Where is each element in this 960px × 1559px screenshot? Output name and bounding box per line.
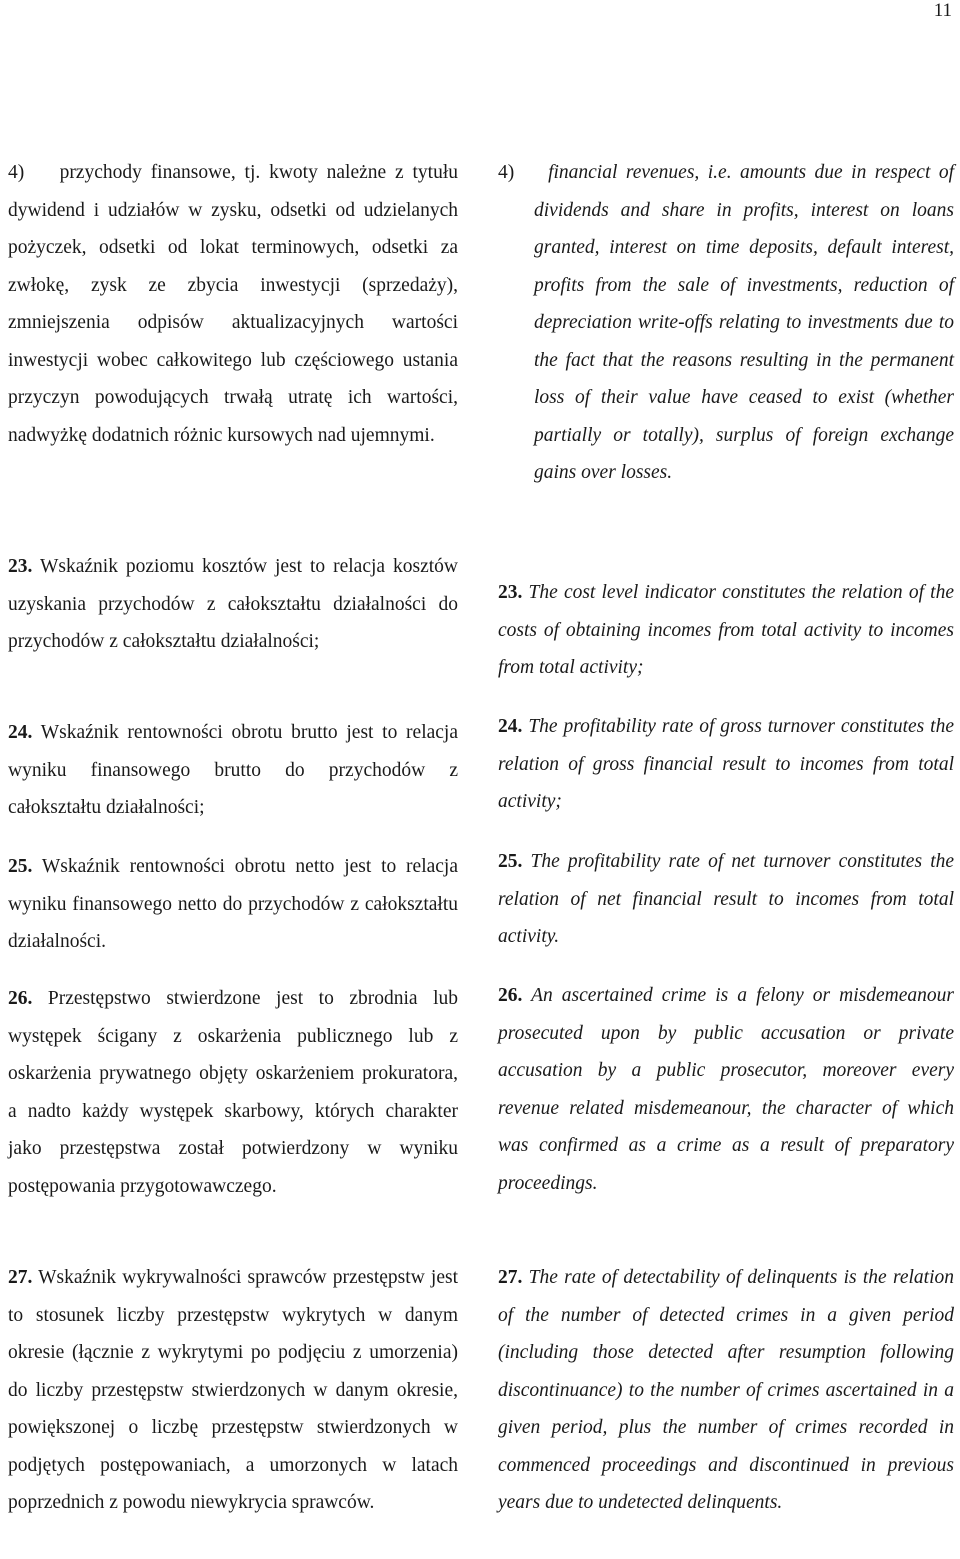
english-definition-27 [498,1259,954,1522]
definition-text: The cost level indicator constitutes the relation of the costs of obtaining incomes from total activity to incomes from total activity; [498,582,954,678]
polish-definition-26 [8,980,458,1205]
definition-number: 24. [498,716,523,737]
definition-number: 24. [8,722,33,743]
definition-number: 26. [498,985,523,1006]
definition-text: Przestępstwo stwierdzone jest to zbrodnia lub występek ścigany z oskarżenia publicznego lub z oskarżenia prywatnego objęty oskarżeniem prokuratora, a nadto każdy występek skarbowy, których charakter jako przestępstwa został potwierdzony w wyniku postępowania przygotowawczego. [8,988,459,1197]
english-definition-26 [498,977,954,1202]
english-definition-24 [498,708,954,821]
item-text: financial revenues, i.e. amounts due in respect of dividends and share in profits, interest on loans granted, interest on time deposits, default interest, profits from the sale of investments, reduction of depreciation write-offs relating to investments due to the fact that the reasons resulting in the permanent loss of their value have ceased to exist (whether partially or totally), surplus of foreign exchange gains over losses. [534,162,954,483]
english-item-4 [498,154,954,492]
definition-number: 23. [8,556,33,577]
english-definition-25 [498,843,954,956]
definition-text: The profitability rate of gross turnover constitutes the relation of gross financial result to incomes from total activity; [498,716,955,812]
definition-text: Wskaźnik rentowności obrotu brutto jest to relacja wyniku finansowego brutto do przychodów z całokształtu działalności; [8,722,459,818]
definition-number: 26. [8,988,33,1009]
definition-number: 27. [498,1267,523,1288]
polish-definition-24 [8,714,458,827]
page-number: 11 [933,0,952,21]
polish-definition-27 [8,1259,458,1522]
english-definition-23 [498,574,954,687]
definition-text: An ascertained crime is a felony or misdemeanour prosecuted upon by public accusation or private accusation by a public prosecutor, moreover every revenue related misdemeanour, the character of which was confirmed as a crime as a result of preparatory proceedings. [498,985,954,1194]
definition-number: 25. [498,851,523,872]
definition-number: 25. [8,856,33,877]
polish-definition-23 [8,548,458,661]
definition-text: Wskaźnik rentowności obrotu netto jest to relacja wyniku finansowego netto do przychodów z całokształtu działalności. [8,856,458,952]
definition-number: 27. [8,1267,33,1288]
definition-number: 23. [498,582,523,603]
polish-definition-25 [8,848,458,961]
item-text: przychody finansowe, tj. kwoty należne z tytułu dywidend i udziałów w zysku, odsetki od udzielanych pożyczek, odsetki od lokat terminowych, odsetki za zwłokę, zysk ze zbycia inwestycji (sprzedaży), zmniejszenia odpisów aktualizacyjnych wartości inwestycji wobec całkowitego lub częściowego ustania przyczyn powodujących trwałą utratę ich wartości, nadwyżkę dodatnich różnic kursowych nad ujemnymi. [8,162,458,446]
item-lead: 4) [8,162,25,183]
definition-text: Wskaźnik wykrywalności sprawców przestępstw jest to stosunek liczby przestępstw wykrytych w danym okresie (łącznie z wykrytymi po podjęciu z umorzenia) do liczby przestępstw stwierdzonych w danym okresie, powiększonej o liczbę przestępstw stwierdzonych w podjętych postępowaniach, a umorzonych w latach poprzednich z powodu niewykrycia sprawców. [8,1267,458,1513]
definition-text: The rate of detectability of delinquents is the relation of the number of detected crimes in a given period (including those detected after resumption following discontinuance) to the number of crimes ascertained in a given period, plus the number of crimes recorded in commenced proceedings and discontinued in previous years due to undetected delinquents. [498,1267,954,1513]
definition-text: Wskaźnik poziomu kosztów jest to relacja kosztów uzyskania przychodów z całokształtu działalności do przychodów z całokształtu działalności; [8,556,458,652]
polish-item-4 [8,154,458,454]
definition-text: The profitability rate of net turnover constitutes the relation of net financial result to incomes from total activity. [498,851,955,947]
item-lead: 4) [498,162,515,183]
